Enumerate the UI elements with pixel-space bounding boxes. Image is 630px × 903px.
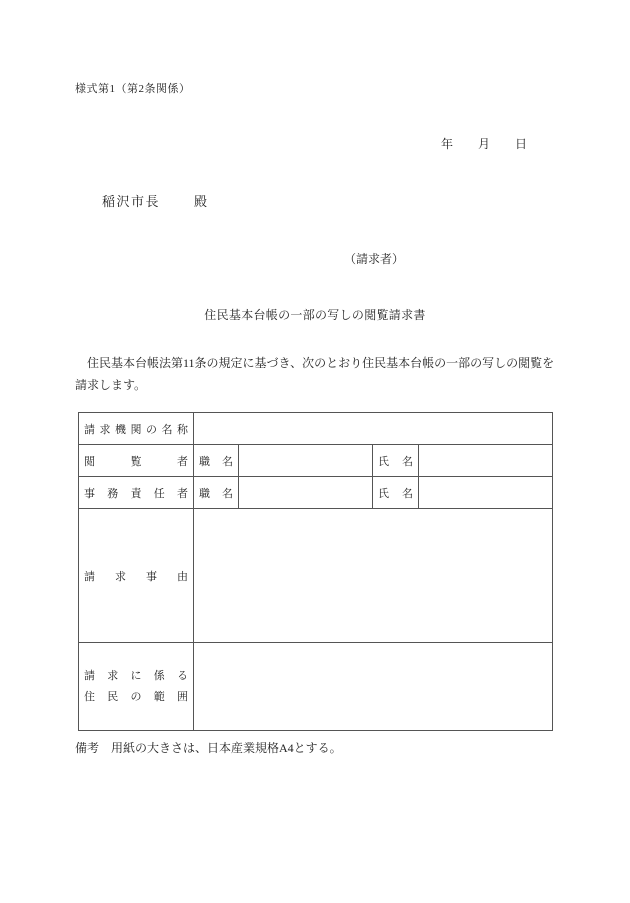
viewer-job-title-field [239,445,373,477]
remarks-note: 備考 用紙の大きさは、日本産業規格A4とする。 [75,741,342,755]
requester-label: （請求者） [344,252,405,266]
request-org-field [194,413,553,445]
resident-scope-label [79,643,194,731]
resident-scope-label-line-2: 住民の範囲 [84,690,188,703]
resident-scope-label-line-1: 請求に係る [84,669,188,682]
viewer-name-label: 氏名 [373,445,419,477]
resident-scope-field [194,643,553,731]
office-manager-name-label: 氏名 [373,477,419,509]
table-row-resident-scope [79,643,553,731]
viewer-name-field [419,445,553,477]
request-reason-field [194,509,553,643]
viewer-job-title-label: 職名 [194,445,239,477]
request-reason-label: 請求事由 [79,509,194,643]
office-manager-job-title-label: 職名 [194,477,239,509]
addressee-honorific: 殿 [194,194,209,209]
body-line-2: 請求します。 [75,378,147,392]
date-month-label: 月 [478,137,491,151]
table-row-office-manager [79,477,553,509]
office-manager-label: 事務責任者 [79,477,194,509]
office-manager-name-field [419,477,553,509]
addressee-name: 稲沢市長 [102,194,161,209]
body-line-1: 住民基本台帳法第11条の規定に基づき、次のとおり住民基本台帳の一部の写しの閲覧を [75,356,555,370]
request-org-label: 請求機関の名称 [79,413,194,445]
body-paragraph [75,352,557,396]
table-row-request-reason [79,509,553,643]
office-manager-job-title-field [239,477,373,509]
date-line [441,135,527,152]
table-row-viewer [79,445,553,477]
document-title: 住民基本台帳の一部の写しの閲覧請求書 [204,308,426,322]
addressee-line [102,191,209,210]
table-row-request-org [79,413,553,445]
form-number: 様式第1（第2条関係） [75,83,191,95]
date-day-label: 日 [515,137,528,151]
viewer-label: 閲覧者 [79,445,194,477]
date-year-label: 年 [441,137,454,151]
request-table [78,412,553,731]
